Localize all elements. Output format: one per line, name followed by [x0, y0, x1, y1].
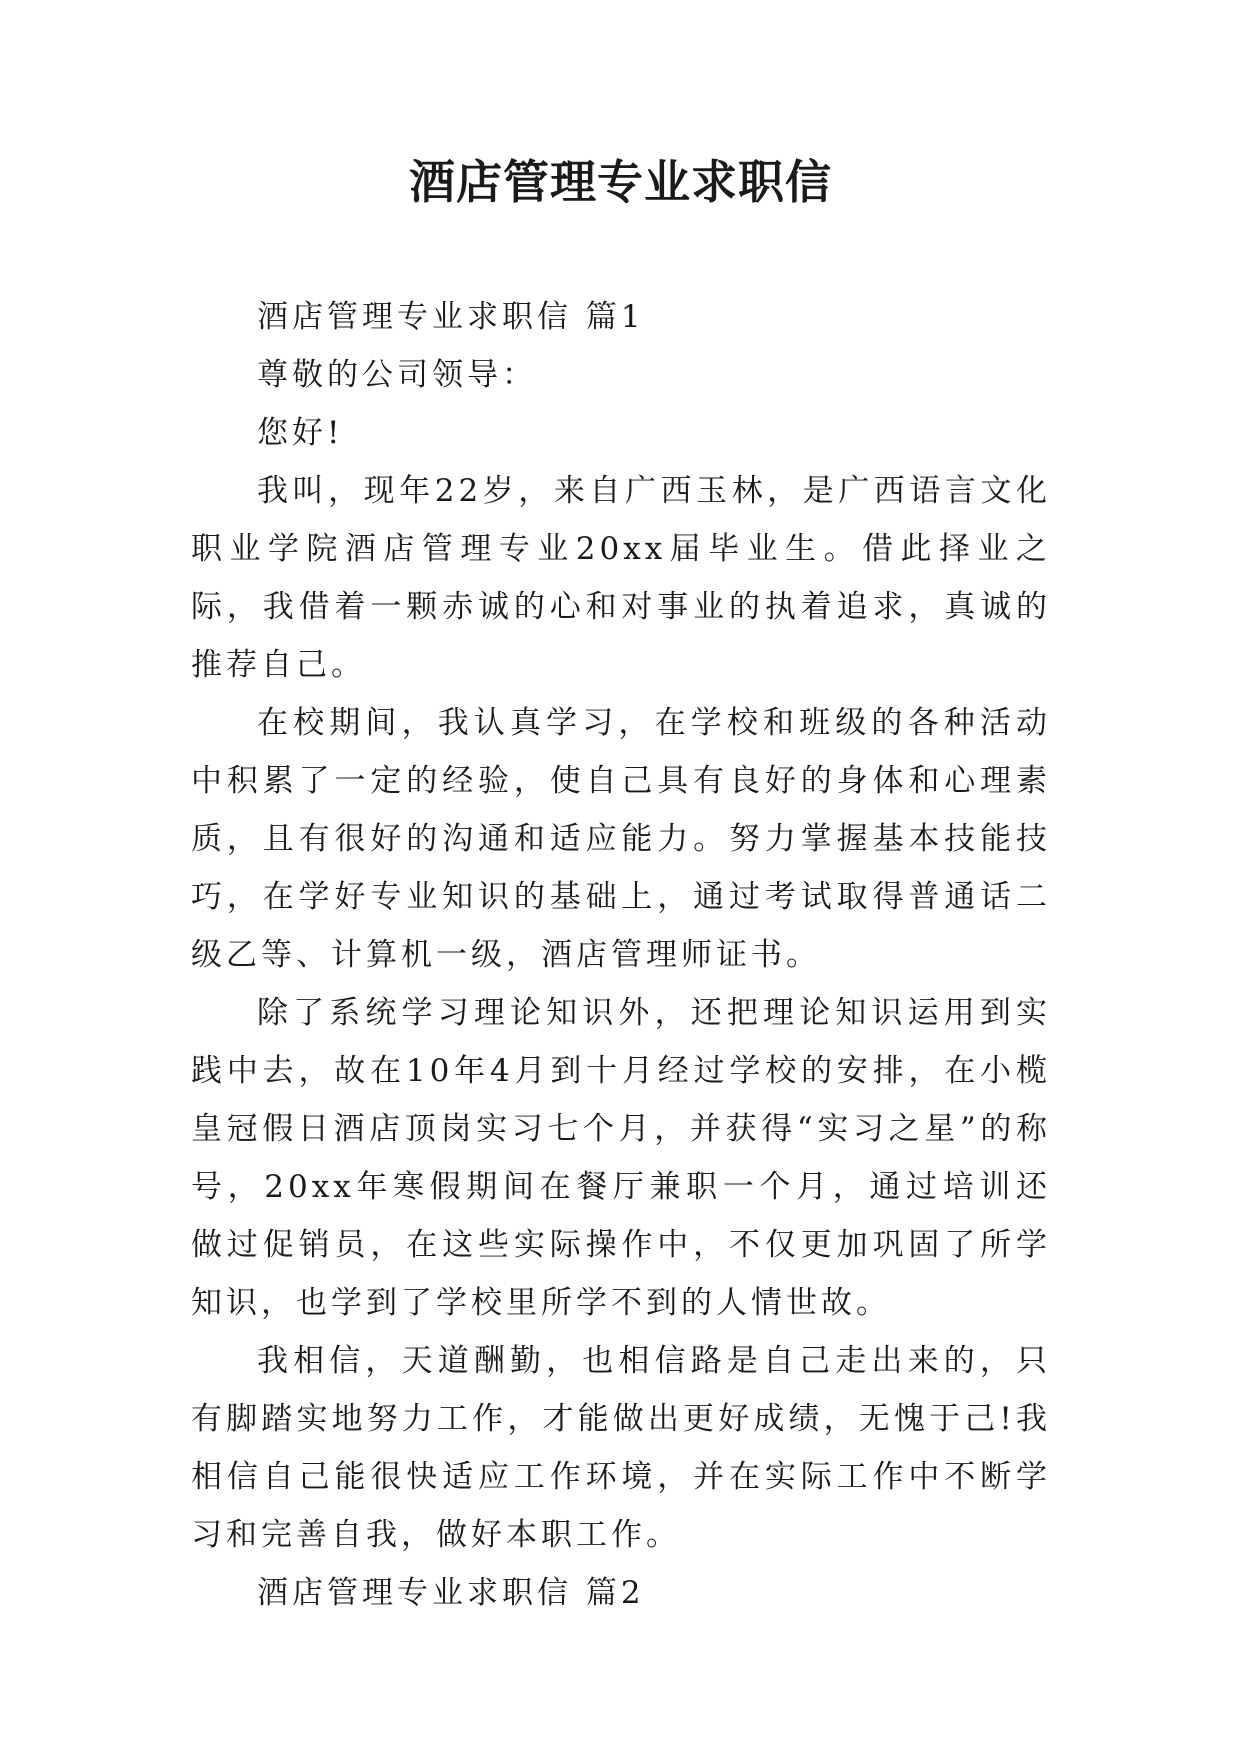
salutation: 尊敬的公司领导： — [257, 357, 537, 393]
document-body — [191, 288, 1051, 1622]
paragraph-practice: 除了系统学习理论知识外，还把理论知识运用到实践中去，故在10年4月到十月经过学校的安排，在小榄皇冠假日酒店顶岗实习七个月，并获得“实习之星”的称号，20xx年寒假期间在餐厅兼职一个月，通过培训还做过促销员，在这些实际操作中，不仅更加巩固了所学知识，也学到了学校里所学不到的人情世故。 — [191, 995, 1051, 1321]
section-heading-2: 酒店管理专业求职信 篇2 — [257, 1575, 645, 1611]
paragraph-school: 在校期间，我认真学习，在学校和班级的各种活动中积累了一定的经验，使自己具有良好的身体和心理素质，且有很好的沟通和适应能力。努力掌握基本技能技巧，在学好专业知识的基础上，通过考试取得普通话二级乙等、计算机一级，酒店管理师证书。 — [191, 705, 1051, 973]
document-title: 酒店管理专业求职信 — [409, 155, 832, 209]
greeting: 您好! — [257, 415, 344, 451]
section-heading-1: 酒店管理专业求职信 篇1 — [257, 299, 645, 335]
paragraph-introduction: 我叫，现年22岁，来自广西玉林，是广西语言文化职业学院酒店管理专业20xx届毕业生。借此择业之际，我借着一颗赤诚的心和对事业的执着追求，真诚的推荐自己。 — [191, 473, 1051, 683]
paragraph-belief: 我相信，天道酬勤，也相信路是自己走出来的，只有脚踏实地努力工作，才能做出更好成绩，无愧于己!我相信自己能很快适应工作环境，并在实际工作中不断学习和完善自我，做好本职工作。 — [191, 1343, 1051, 1553]
